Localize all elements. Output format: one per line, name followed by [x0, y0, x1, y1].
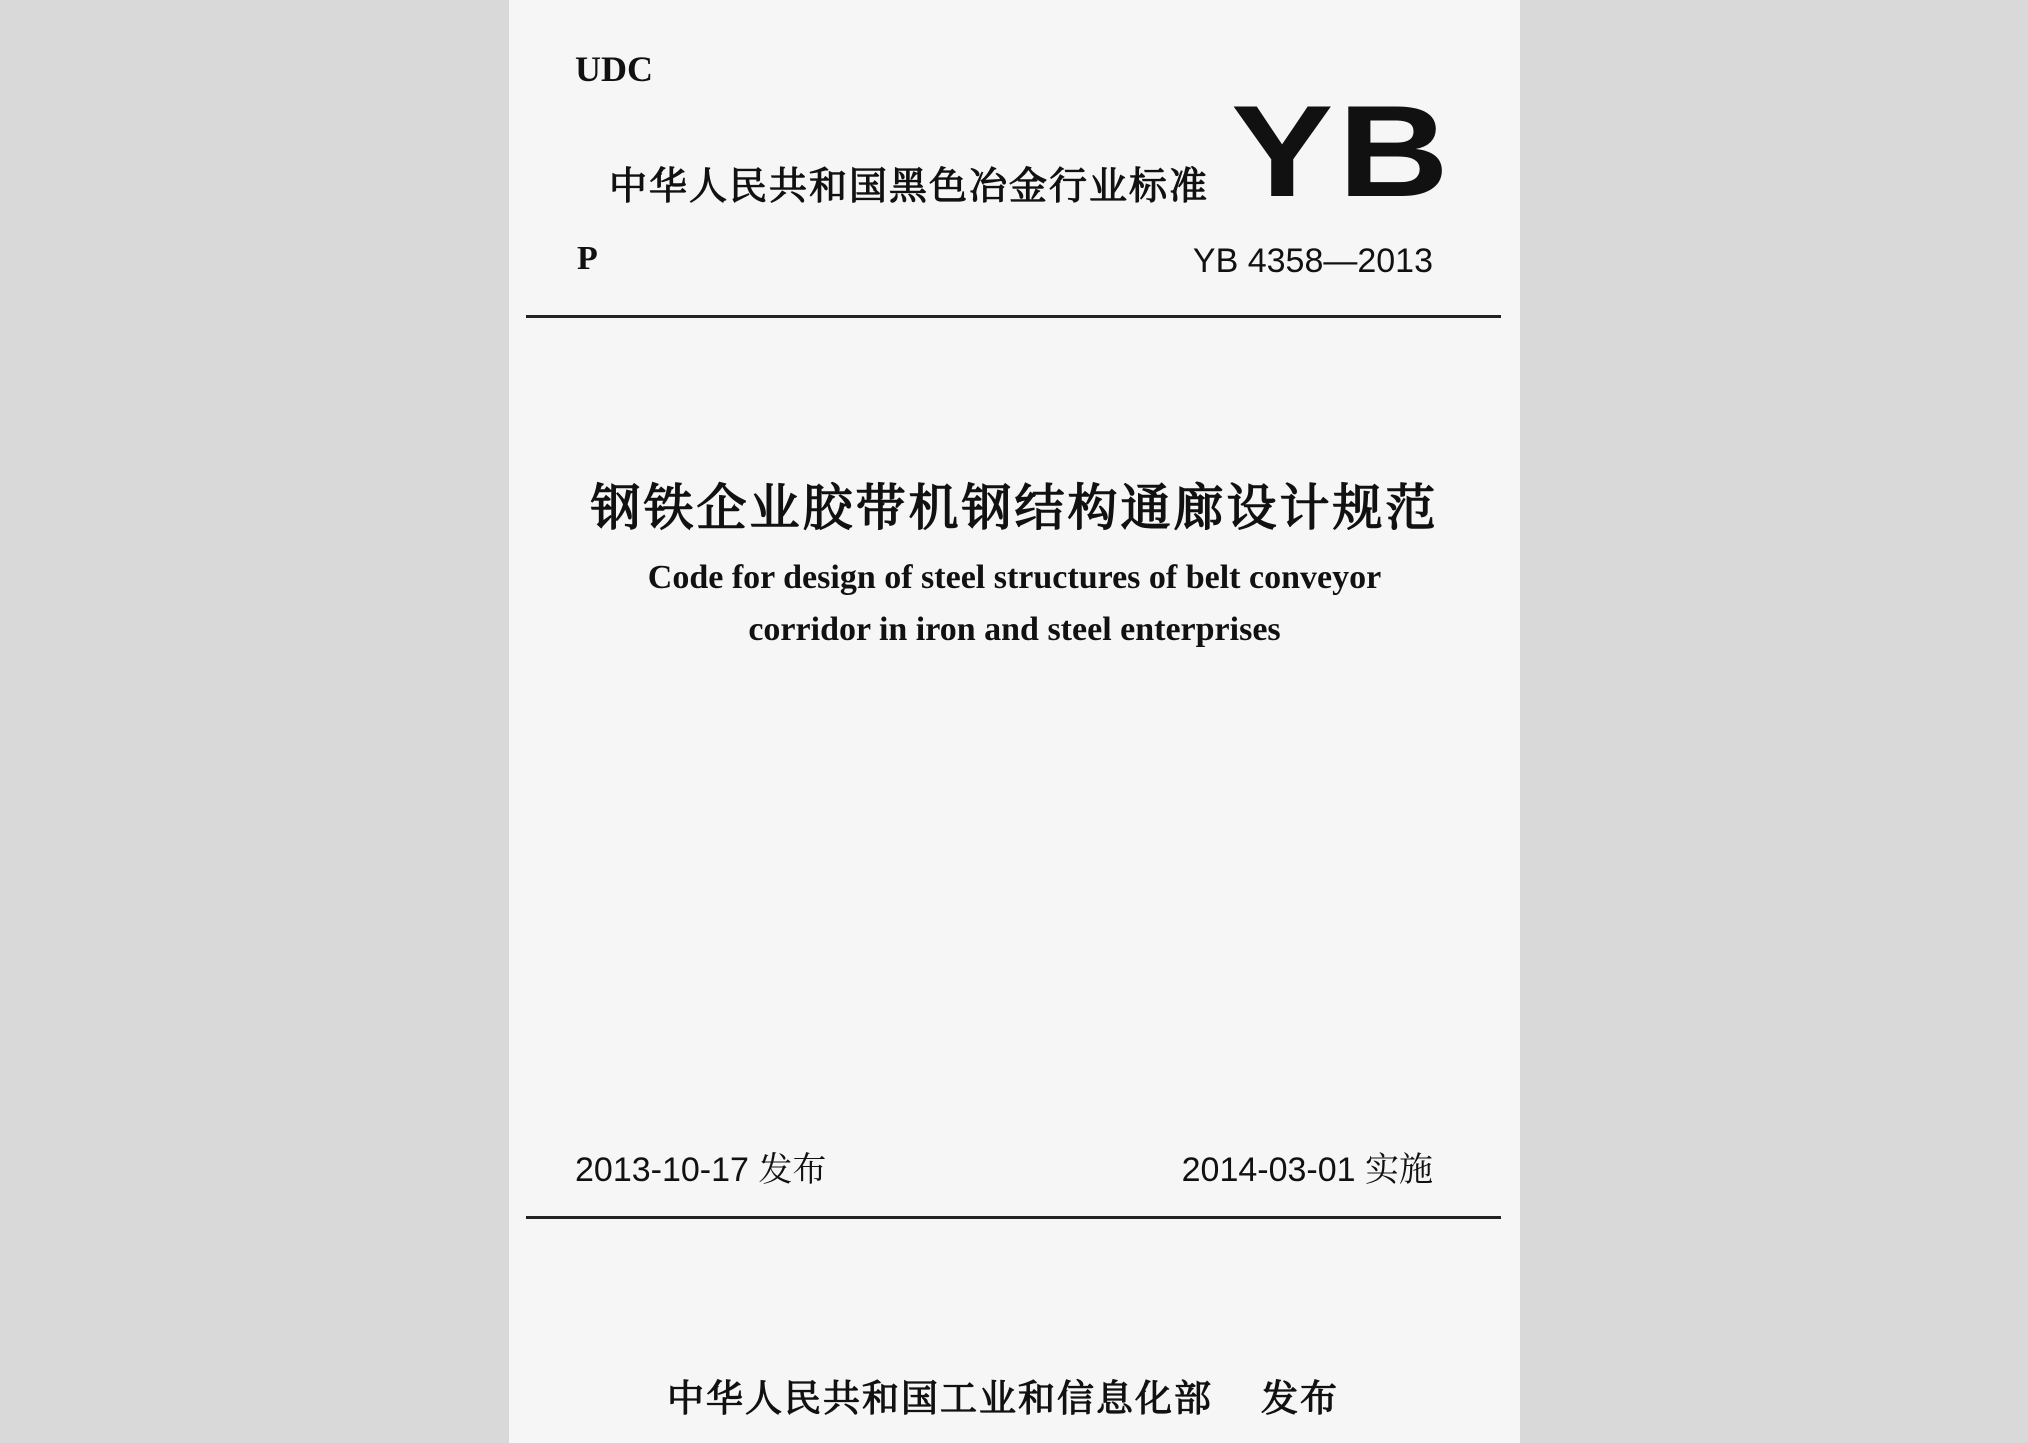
english-title: [509, 552, 1520, 656]
document-cover-page: [509, 0, 1520, 1443]
implementation-date: 2014-03-01 实施: [1181, 1151, 1433, 1189]
english-title-line-1: Code for design of steel structures of belt conveyor: [647, 559, 1382, 596]
issuer-name: 中华人民共和国工业和信息化部: [667, 1377, 1213, 1420]
chinese-title: 钢铁企业胶带机钢结构通廊设计规范: [590, 479, 1439, 537]
english-title-line-2: corridor in iron and steel enterprises: [748, 611, 1281, 648]
bottom-divider: [526, 1216, 1501, 1219]
udc-label: UDC: [575, 49, 653, 89]
classification-code: P: [577, 240, 598, 277]
top-divider: [526, 315, 1501, 318]
yb-logo: YB: [1231, 78, 1454, 224]
issuer-line: [667, 1368, 1339, 1422]
industry-standard-title: 中华人民共和国黑色冶金行业标准: [609, 164, 1210, 208]
issue-date: 2013-10-17 发布: [575, 1151, 827, 1189]
issuer-action: 发布: [1261, 1377, 1339, 1420]
standard-number: YB 4358—2013: [1192, 242, 1433, 280]
